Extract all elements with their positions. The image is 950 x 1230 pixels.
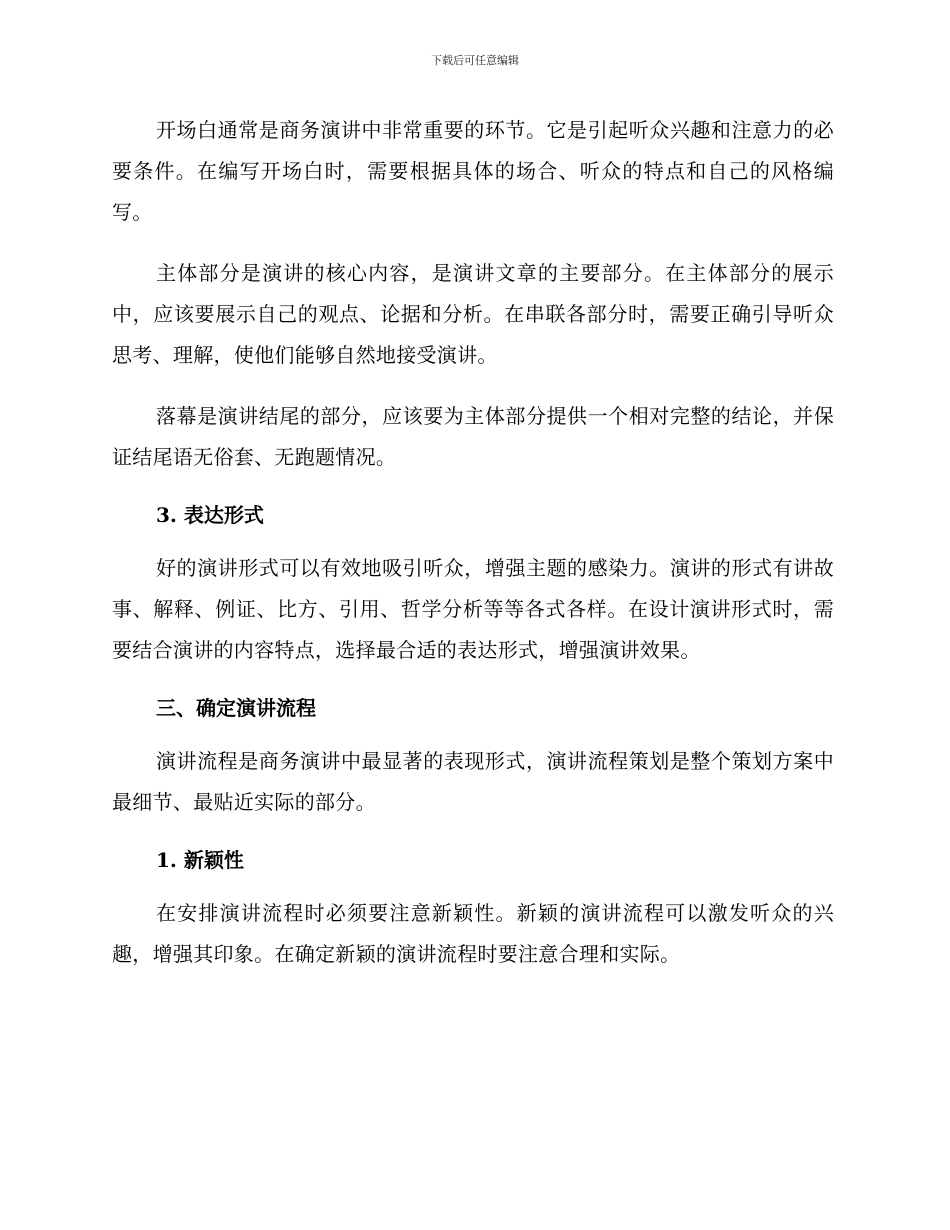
paragraph-speech-flow: 演讲流程是商务演讲中最显著的表现形式，演讲流程策划是整个策划方案中最细节、最贴近实际的部分。 (112, 749, 834, 814)
paragraph-closing: 落幕是演讲结尾的部分，应该要为主体部分提供一个相对完整的结论，并保证结尾语无俗套、无跑题情况。 (112, 404, 834, 469)
heading-expression-form: 3. 表达形式 (156, 503, 264, 527)
paragraph-expression-form: 好的演讲形式可以有效地吸引听众，增强主题的感染力。演讲的形式有讲故事、解释、例证、比方、引用、哲学分析等等各式各样。在设计演讲形式时，需要结合演讲的内容特点，选择最合适的表达形式，增强演讲效果。 (112, 556, 834, 662)
heading-novelty: 1. 新颖性 (156, 848, 244, 872)
paragraph-main-body: 主体部分是演讲的核心内容，是演讲文章的主要部分。在主体部分的展示中，应该要展示自己的观点、论据和分析。在串联各部分时，需要正确引导听众思考、理解，使他们能够自然地接受演讲。 (112, 261, 834, 367)
document-body (112, 110, 834, 995)
paragraph-novelty: 在安排演讲流程时必须要注意新颖性。新颖的演讲流程可以激发听众的兴趣，增强其印象。在确定新颖的演讲流程时要注意合理和实际。 (112, 901, 834, 966)
heading-speech-flow: 三、确定演讲流程 (156, 696, 316, 720)
paragraph-opening: 开场白通常是商务演讲中非常重要的环节。它是引起听众兴趣和注意力的必要条件。在编写开场白时，需要根据具体的场合、听众的特点和自己的风格编写。 (112, 118, 834, 224)
page-header-note: 下载后可任意编辑 (431, 54, 519, 67)
